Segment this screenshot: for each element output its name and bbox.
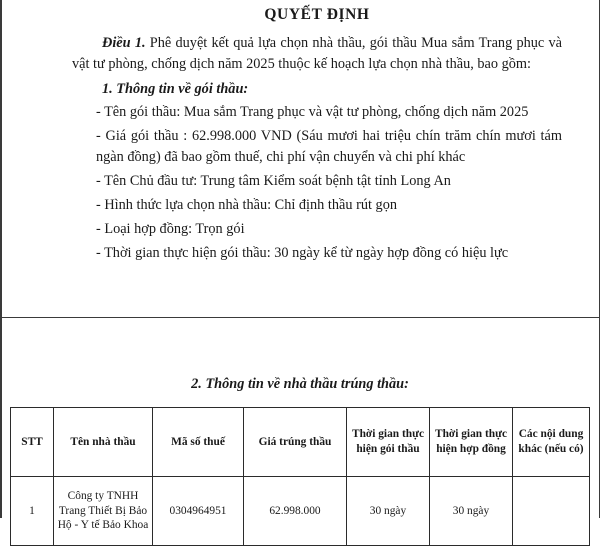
column-header-tax-code: Mã số thuế [153,408,244,477]
bullet-investor: - Tên Chủ đầu tư: Trung tâm Kiểm soát bệnh tật tỉnh Long An [96,173,451,190]
document-section-bottom [0,318,600,532]
bullet-contract-type: - Loại hợp đồng: Trọn gói [96,221,245,238]
table-header-row [11,408,590,477]
decision-body [72,6,562,267]
column-header-other: Các nội dung khác (nếu có) [513,408,590,477]
page-title: QUYẾT ĐỊNH [264,6,370,23]
bullet-selection-method: - Hình thức lựa chọn nhà thầu: Chỉ định thầu rút gọn [96,197,397,214]
column-header-contract-time: Thời gian thực hiện hợp đồng [430,408,513,477]
table-row [11,477,590,546]
section-2-heading: 2. Thông tin về nhà thầu trúng thầu: [191,376,409,392]
column-header-winning-price: Giá trúng thầu [244,408,347,477]
bullet-package-name: - Tên gói thầu: Mua sắm Trang phục và vật tư phòng, chống dịch năm 2025 [96,104,529,121]
bullet-execution-time: - Thời gian thực hiện gói thầu: 30 ngày kể từ ngày hợp đồng có hiệu lực [96,245,509,262]
cell-package-time: 30 ngày [347,477,430,546]
bullet-package-price: - Giá gói thầu : 62.998.000 VND (Sáu mươi hai triệu chín trăm chín mươi tám ngàn đồng) đã bao gồm thuế, chi phí vận chuyển và chi phí khác [96,128,562,166]
cell-stt: 1 [11,477,54,546]
column-header-bidder-name: Tên nhà thầu [54,408,153,477]
section-1-heading: 1. Thông tin về gói thầu: [102,81,249,98]
bidder-info-block [0,376,600,546]
cell-winning-price: 62.998.000 [244,477,347,546]
cell-contract-time: 30 ngày [430,477,513,546]
article-paragraph [72,33,562,75]
article-text: Phê duyệt kết quả lựa chọn nhà thầu, gói thầu Mua sắm Trang phục và vật tư phòng, chống dịch năm 2025 thuộc kế hoạch lựa chọn nhà thầu, bao gồm: [72,35,562,73]
cell-other [513,477,590,546]
article-label: Điều 1. [102,35,146,51]
cell-tax-code: 0304964951 [153,477,244,546]
column-header-stt: STT [11,408,54,477]
cell-bidder-name: Công ty TNHH Trang Thiết Bị Bảo Hộ - Y tế Bảo Khoa [54,477,153,546]
bidder-table [10,407,590,546]
column-header-package-time: Thời gian thực hiện gói thầu [347,408,430,477]
